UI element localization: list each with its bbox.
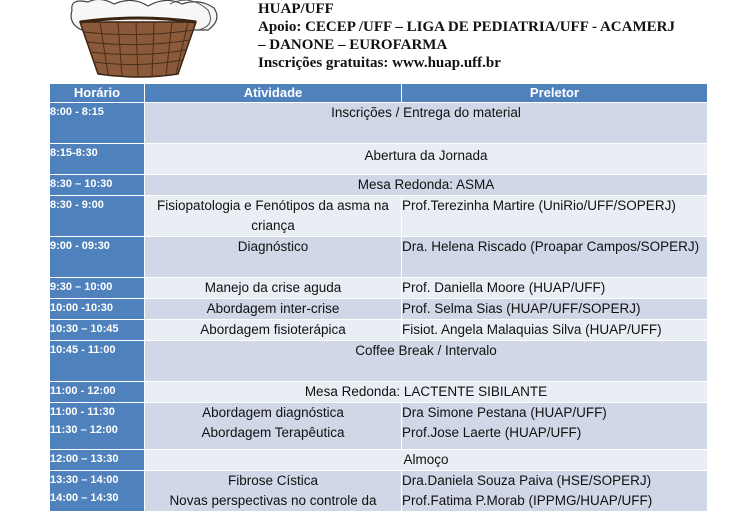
row-activity: Abordagem inter-crise	[145, 299, 402, 320]
table-row	[50, 471, 708, 512]
table-row	[50, 450, 708, 471]
row-time: 9:30 – 10:00	[50, 278, 145, 299]
table-row	[50, 299, 708, 320]
event-header	[258, 0, 738, 72]
row-speaker: Prof. Selma Sias (HUAP/UFF/SOPERJ)	[402, 299, 708, 320]
row-activity-first: Fibrose Cística	[227, 473, 319, 488]
row-activity	[145, 403, 402, 450]
header-support-cont: – DANONE – EUROFARMA	[258, 37, 448, 53]
row-speaker-first: Dra.Daniela Souza Paiva (HSE/SOPERJ)	[402, 473, 652, 488]
row-time: 9:00 - 09:30	[50, 237, 145, 278]
row-activity: Almoço	[145, 450, 708, 471]
row-time: 11:00 - 12:00	[50, 382, 145, 403]
table-row	[50, 196, 708, 237]
row-speaker-second: Prof.Jose Laerte (HUAP/UFF)	[402, 425, 582, 440]
row-speaker-second: Prof.Fatima P.Morab (IPPMG/HUAP/UFF)	[402, 493, 653, 508]
row-speaker: Prof.Terezinha Martire (UniRio/UFF/SOPERJ)	[402, 196, 708, 237]
table-row	[50, 382, 708, 403]
row-speaker: Prof. Daniella Moore (HUAP/UFF)	[402, 278, 708, 299]
header-support: Apoio: CECEP /UFF – LIGA DE PEDIATRIA/UFF - ACAMERJ	[258, 19, 675, 35]
row-activity-first: Abordagem diagnóstica	[202, 405, 344, 420]
row-time-first: 13:30 – 14:00	[50, 474, 119, 486]
table-row	[50, 403, 708, 450]
row-activity-second: Abordagem Terapêutica	[201, 425, 345, 440]
row-time-second: 14:00 – 14:30	[50, 492, 119, 504]
row-time: 12:00 – 13:30	[50, 450, 145, 471]
header-org: HUAP/UFF	[258, 1, 334, 17]
row-speaker: Fisiot. Angela Malaquias Silva (HUAP/UFF)	[402, 320, 708, 341]
row-activity: Mesa Redonda: LACTENTE SIBILANTE	[145, 382, 708, 403]
schedule-table	[49, 83, 708, 512]
row-time: 8:15-8:30	[50, 144, 145, 175]
row-activity: Mesa Redonda: ASMA	[145, 175, 708, 196]
row-activity: Diagnóstico	[145, 237, 402, 278]
row-activity: Abordagem fisioterápica	[145, 320, 402, 341]
row-time: 10:00 -10:30	[50, 299, 145, 320]
row-time: 8:30 – 10:30	[50, 175, 145, 196]
row-time: 8:30 - 9:00	[50, 196, 145, 237]
table-row	[50, 237, 708, 278]
row-time-first: 11:00 - 11:30	[50, 406, 115, 418]
row-speaker-first: Dra Simone Pestana (HUAP/UFF)	[402, 405, 607, 420]
row-activity: Coffee Break / Intervalo	[145, 341, 708, 382]
row-activity: Inscrições / Entrega do material	[145, 103, 708, 144]
table-header-row	[50, 84, 708, 103]
row-activity-second: Novas perspectivas no controle da	[169, 493, 377, 508]
column-header-time: Horário	[50, 84, 145, 103]
row-time-second: 11:30 – 12:00	[50, 424, 118, 436]
row-time: 8:00 - 8:15	[50, 103, 145, 144]
row-activity	[145, 471, 402, 512]
row-speaker: Dra. Helena Riscado (Proapar Campos/SOPERJ)	[402, 237, 708, 278]
table-row	[50, 341, 708, 382]
row-speaker	[402, 403, 708, 450]
row-activity: Manejo da crise aguda	[145, 278, 402, 299]
table-row	[50, 103, 708, 144]
header-registration: Inscrições gratuitas: www.huap.uff.br	[258, 55, 501, 71]
row-activity: Fisiopatologia e Fenótipos da asma na criança	[145, 196, 402, 237]
row-activity: Abertura da Jornada	[145, 144, 708, 175]
row-speaker	[402, 471, 708, 512]
row-time: 10:30 – 10:45	[50, 320, 145, 341]
row-time: 10:45 - 11:00	[50, 341, 145, 382]
column-header-activity: Atividade	[145, 84, 402, 103]
table-row	[50, 278, 708, 299]
table-row	[50, 175, 708, 196]
row-time	[50, 471, 145, 512]
table-row	[50, 320, 708, 341]
row-time	[50, 403, 145, 450]
table-row	[50, 144, 708, 175]
column-header-speaker: Preletor	[402, 84, 708, 103]
basket-logo	[70, 0, 220, 78]
